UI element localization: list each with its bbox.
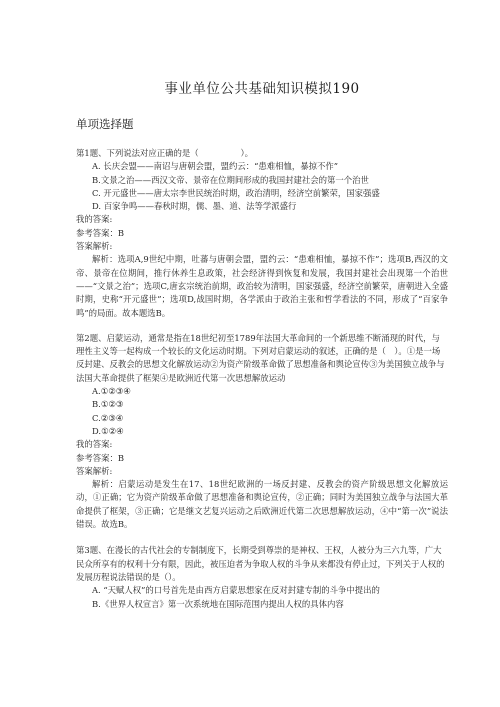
document-title: 事业单位公共基础知识模拟190 (164, 81, 360, 97)
section-heading: 单项选择题 (76, 117, 134, 131)
question-3 (76, 544, 448, 610)
reference-answer: 参考答案：B (76, 452, 125, 463)
analysis-label: 答案解析: (76, 241, 113, 252)
my-answer-label: 我的答案: (76, 214, 113, 225)
analysis-label: 答案解析: (76, 465, 113, 476)
option-d[interactable]: D.①②④ (92, 425, 124, 436)
document-page (0, 77, 500, 707)
question-stem: 第3题、在漫长的古代社会的专制制度下，长期受到尊崇的是神权、王权，人被分为三六九等，广大民众所享有的权利十分有限，因此，被压迫者为争取人权的斗争从来都没有停止过，下列关于人权的发展历程说法错误的是（）。 (76, 545, 445, 582)
option-c[interactable]: C.②③④ (92, 412, 124, 423)
option-b[interactable]: B.《世界人权宣言》第一次系统地在国际范围内提出人权的具体内容 (92, 598, 344, 609)
question-1 (76, 147, 448, 320)
option-b[interactable]: B.①②③ (92, 399, 124, 410)
question-2 (76, 332, 448, 531)
option-d[interactable]: D. 百家争鸣——春秋时期，儒、墨、道、法等学派盛行 (92, 201, 297, 212)
option-b[interactable]: B.文景之治——西汉文帝、景帝在位期间形成的我国封建社会的第一个治世 (92, 174, 369, 185)
question-stem: 第2题、启蒙运动，通常是指在18世纪初至1789年法国大革命间的一个新思维不断涌现的时代，与理性主义等一起构成一个较长的文化运动时期。下列对启蒙运动的叙述，正确的是（ ）。①是一场反封建、反教会的思想文化解放运动②为资产阶级革命做了思想准备和舆论宣传③为美国独立战争与法国大革命提供了框架④是欧洲近代第一次思想解放运动 (76, 332, 445, 383)
question-stem: 第1题、下列说法对应正确的是（ ）。 (76, 148, 254, 158)
reference-answer: 参考答案：B (76, 227, 125, 238)
analysis-text: 解析：启蒙运动是发生在17、18世纪欧洲的一场反封建、反教会的资产阶级思想文化解放运动，①正确；它为资产阶级革命做了思想准备和舆论宣传，②正确；同时为美国独立战争与法国大革命提供了框架，③正确；它是继文艺复兴运动之后欧洲近代第二次思想解放运动，④中“第一次”说法错误。故选B。 (76, 479, 448, 530)
option-a[interactable]: A.①②③④ (92, 386, 131, 397)
option-a[interactable]: A. 长庆会盟——南诏与唐朝会盟，盟约云：“患难相恤，暴掠不作” (92, 161, 339, 172)
option-c[interactable]: C. 开元盛世——唐太宗李世民统治时期，政治清明，经济空前繁荣，国家强盛 (92, 187, 380, 198)
my-answer-label: 我的答案: (76, 439, 113, 450)
analysis-text: 解析：选项A,9世纪中期，吐蕃与唐朝会盟，盟约云：“患难相恤，暴掠不作”；选项B,西汉的文帝、景帝在位期间，推行休养生息政策，社会经济得到恢复和发展，我国封建社会出现第一个治世——“文景之治”；选项C,唐玄宗统治前期，政治较为清明，国家强盛，经济空前繁荣，唐朝进入全盛时期，史称“开元盛世”；选项D,战国时期，各学派由于政治主张和哲学看法的不同，形成了“百家争鸣”的局面。故本题选B。 (76, 254, 448, 318)
option-a[interactable]: A. “天赋人权”的口号首先是由西方启蒙思想家在反对封建专制的斗争中提出的 (92, 585, 380, 596)
